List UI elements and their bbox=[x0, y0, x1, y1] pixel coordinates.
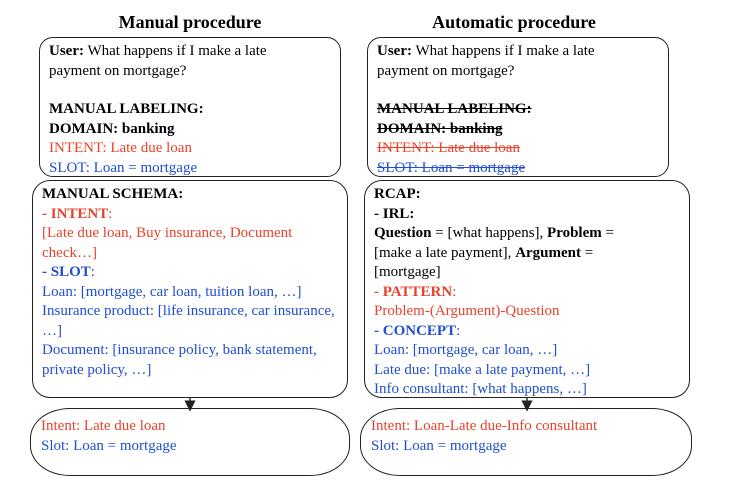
rcap-heading: RCAP: bbox=[374, 186, 421, 202]
intent-label: INTENT: Late due loan bbox=[49, 140, 192, 156]
automatic-procedure-title: Automatic procedure bbox=[432, 12, 596, 32]
slot-colon: : bbox=[90, 264, 95, 280]
concept-info-consultant: Info consultant: [what happens, …] bbox=[374, 381, 587, 397]
intent-colon: : bbox=[108, 205, 113, 222]
concept-colon: : bbox=[456, 322, 461, 339]
result-intent: Intent: Loan-Late due-Info consultant bbox=[371, 418, 598, 434]
problem-value: [make a late payment], bbox=[374, 244, 516, 261]
irl-heading: - IRL: bbox=[374, 205, 415, 222]
concept-loan: Loan: [mortgage, car loan, …] bbox=[374, 342, 558, 358]
result-intent: Intent: Late due loan bbox=[41, 418, 166, 434]
argument-label: Argument bbox=[515, 244, 582, 261]
argument-eq: = bbox=[581, 244, 594, 261]
pattern-heading: - PATTERN bbox=[374, 283, 453, 300]
struck-labeling-heading: MANUAL LABELING: bbox=[377, 101, 532, 117]
user-text-line-2: payment on mortgage? bbox=[49, 62, 187, 79]
pattern-colon: : bbox=[452, 283, 457, 300]
slot-document-values: Document: [insurance policy, bank statement, private policy, …] bbox=[42, 342, 317, 378]
manual-labeling-heading: MANUAL LABELING: bbox=[49, 101, 204, 117]
concept-late-due: Late due: [make a late payment, …] bbox=[374, 361, 591, 378]
user-text-line-1: What happens if I make a late bbox=[415, 43, 595, 59]
intent-values: [Late due loan, Buy insurance, Document check…] bbox=[42, 225, 293, 261]
manual-procedure-title: Manual procedure bbox=[118, 12, 262, 32]
slot-heading: - SLOT bbox=[42, 264, 91, 280]
pattern-value: Problem-(Argument)-Question bbox=[374, 303, 560, 319]
slot-loan-values: Loan: [mortgage, car loan, tuition loan, …] bbox=[42, 283, 302, 300]
domain-label: DOMAIN: banking bbox=[49, 120, 175, 137]
result-slot: Slot: Loan = mortgage bbox=[371, 437, 507, 454]
problem-eq: = bbox=[601, 225, 614, 241]
manual-schema-heading: MANUAL SCHEMA: bbox=[42, 186, 184, 202]
concept-heading: - CONCEPT bbox=[374, 322, 457, 339]
question-value: = [what happens], bbox=[431, 225, 548, 241]
result-slot: Slot: Loan = mortgage bbox=[41, 437, 177, 454]
question-label: Question bbox=[374, 225, 432, 241]
argument-value: [mortgage] bbox=[374, 264, 441, 280]
user-text-line-1: What happens if I make a late bbox=[87, 43, 267, 59]
struck-domain-label: DOMAIN: banking bbox=[377, 120, 503, 137]
slot-label: SLOT: Loan = mortgage bbox=[49, 159, 198, 176]
user-label: User: bbox=[377, 43, 412, 59]
struck-slot-label: SLOT: Loan = mortgage bbox=[377, 159, 526, 176]
user-text-line-2: payment on mortgage? bbox=[377, 62, 515, 79]
user-label: User: bbox=[49, 43, 84, 59]
struck-intent-label: INTENT: Late due loan bbox=[377, 140, 520, 156]
problem-label: Problem bbox=[547, 225, 602, 241]
intent-heading: - INTENT bbox=[42, 205, 109, 222]
slot-insurance-values: Insurance product: [life insurance, car insurance, …] bbox=[42, 303, 335, 339]
